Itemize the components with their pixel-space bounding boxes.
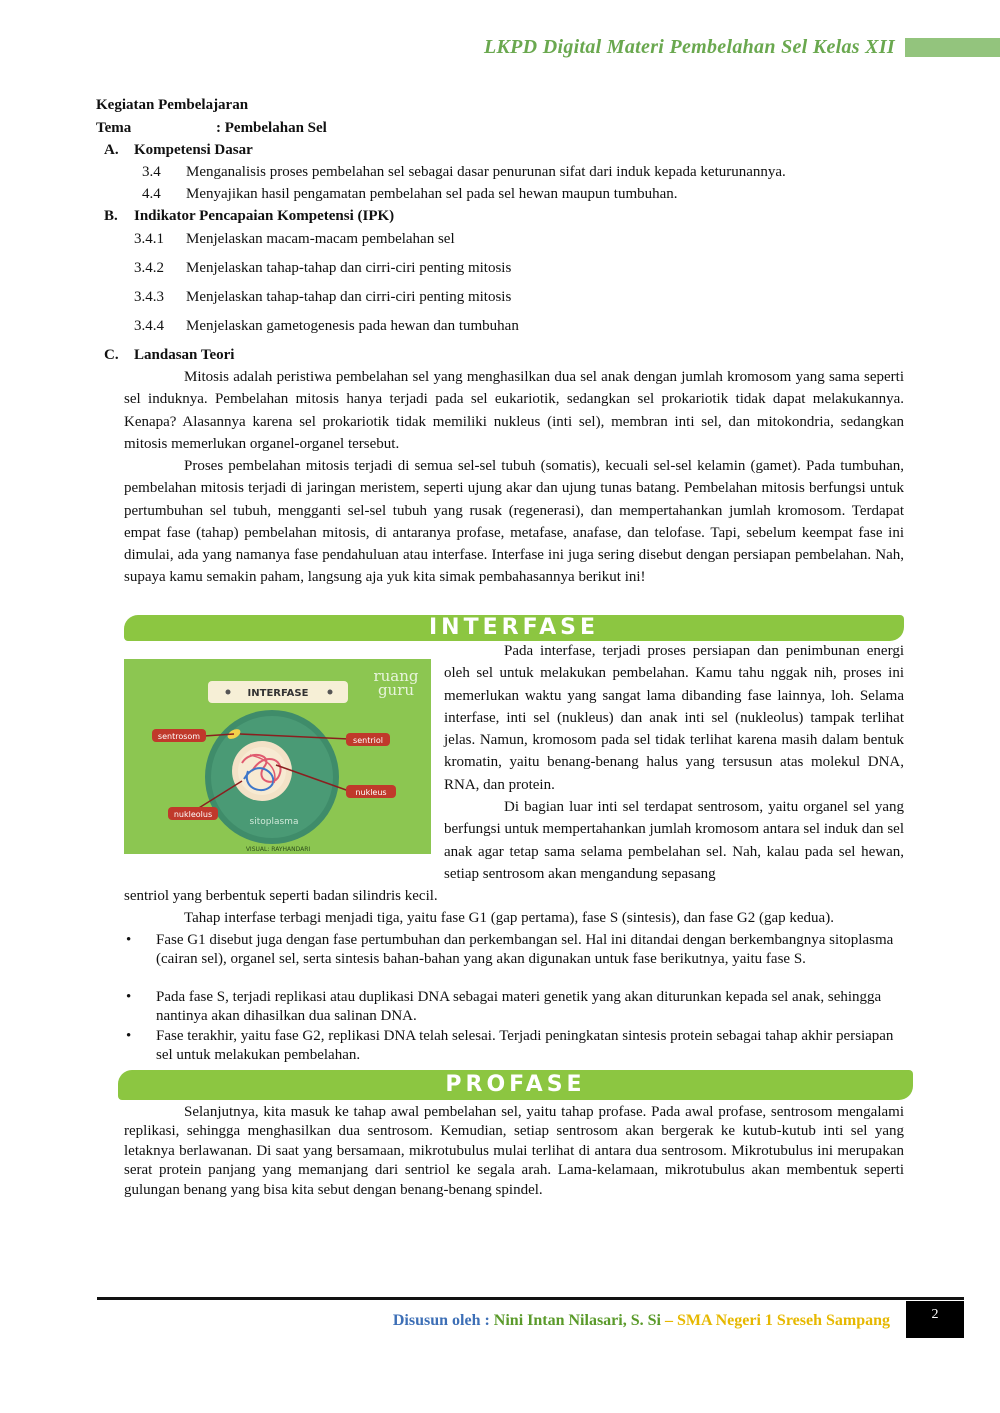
interfase-paragraph-2: Di bagian luar inti sel terdapat sentrosom, yaitu organel sel yang berfungsi untuk mempertahankan jumlah kromosom antara sel induk dan sel anak agar tetap sama selama pembelahan sel. Nah, kalau pada sel hewan, setiap sentrosom akan mengandung sepasang	[444, 799, 904, 882]
interfase-paragraph-3: Tahap interfase terbagi menjadi tiga, yaitu fase G1 (gap pertama), fase S (sintesis), dan fase G2 (gap kedua).	[184, 910, 834, 926]
list-item: • Fase G1 disebut juga dengan fase pertumbuhan dan perkembangan sel. Hal ini ditandai dengan berkembangnya sitoplasma (cairan sel), organel sel, serta sintesis bahan-bahan yang akan digunakan untuk fase berikutnya, yaitu fase S.	[126, 932, 894, 967]
section-a-title: Kompetensi Dasar	[134, 142, 253, 158]
section-a-letter: A.	[104, 142, 119, 158]
footer-separator: –	[664, 1312, 673, 1329]
footer-prefix: Disusun oleh :	[392, 1312, 490, 1329]
footer-credit	[160, 1312, 890, 1330]
ipk-text: Menjelaskan tahap-tahap dan cirri-ciri penting mitosis	[186, 260, 512, 276]
ipk-text: Menjelaskan macam-macam pembelahan sel	[186, 231, 455, 247]
footer-author: Nini Intan Nilasari, S. Si	[493, 1312, 661, 1329]
activity-heading: Kegiatan Pembelajaran	[96, 97, 249, 113]
label-nukleus: nukleus	[355, 788, 387, 797]
interfase-banner: INTERFASE	[124, 615, 904, 641]
section-b-letter: B.	[104, 208, 118, 224]
interfase-cell-illustration	[124, 659, 431, 854]
brand-logo-bottom: guru	[377, 681, 415, 699]
figure-credit: VISUAL: RAYHANDARI	[245, 846, 311, 853]
ipk-number: 3.4.3	[134, 289, 164, 305]
bullet-dot: •	[126, 1028, 132, 1044]
theory-paragraph-1: Mitosis adalah peristiwa pembelahan sel yang menghasilkan dua sel anak dengan jumlah kromosom yang sama seperti sel induknya. Pembelahan mitosis hanya terjadi pada sel eukariotik, sedangkan sel prokariotik tidak dapat melakukannya. Kenapa? Alasannya karena sel prokariotik tidak memiliki nukleus (inti sel), membran inti sel, dan mitokondria, sedangkan mitosis memerlukan organel-organel tersebut.	[124, 369, 904, 452]
figure-title: INTERFASE	[247, 688, 309, 699]
ipk-text: Menjelaskan tahap-tahap dan cirri-ciri penting mitosis	[186, 289, 512, 305]
label-sentriol: sentriol	[353, 736, 383, 745]
theory-paragraph-2: Proses pembelahan mitosis terjadi di semua sel-sel tubuh (somatis), kecuali sel-sel kelamin (gamet). Pada tumbuhan, pembelahan mitosis terjadi di jaringan meristem, seperti ujung akar dan ujung tunas batang. Pembelahan mitosis berfungsi untuk pertumbuhan sel tubuh, mengganti sel-sel tubuh yang rusak (regenerasi), dan mempertahankan jumlah kromosom. Terdapat empat fase (tahap) pembelahan mitosis, di antaranya profase, metafase, anafase, dan telofase. Tapi, sebelum keempat fase ini dimulai, ada yang namanya fase pendahuluan atau interfase. Interfase ini juga sering disebut dengan persiapan pembelahan. Nah, supaya kamu semakin paham, langsung aja yuk kita simak pembahasannya berikut ini!	[124, 458, 904, 586]
section-c-letter: C.	[104, 347, 119, 363]
ipk-number: 3.4.4	[134, 318, 164, 334]
list-item: • Fase terakhir, yaitu fase G2, replikasi DNA telah selesai. Terjadi peningkatan sintesis protein sebagai tahap akhir persiapan sel untuk melakukan pembelahan.	[126, 1028, 894, 1063]
section-c-title: Landasan Teori	[134, 347, 235, 363]
interfase-phase-list	[124, 931, 904, 1066]
tema-label: Tema	[96, 120, 132, 136]
kd-text: Menganalisis proses pembelahan sel sebagai dasar penurunan sifat dari induk kepada keturunannya.	[186, 164, 786, 180]
profase-banner: PROFASE	[118, 1070, 913, 1100]
label-nukleolus: nukleolus	[173, 810, 213, 819]
footer-school: SMA Negeri 1 Sreseh Sampang	[676, 1312, 890, 1329]
interfase-paragraph-1: Pada interfase, terjadi proses persiapan dan penimbunan energi oleh sel untuk melakukan pembelahan. Kamu tahu nggak nih, proses ini memerlukan waktu yang sangat lama dibanding fase lainnya, loh. Selama interfase, inti sel (nukleus) dan anak inti sel (nukleolus) tampak terlihat jelas. Namun, kromosom pada sel tidak terlihat karena masih dalam bentuk kromatin, yaitu benang-benang halus yang tersusun atas molekul DNA, RNA, dan protein.	[444, 643, 904, 793]
ipk-text: Menjelaskan gametogenesis pada hewan dan tumbuhan	[186, 318, 519, 334]
tema-value: : Pembelahan Sel	[216, 120, 327, 136]
profase-paragraph: Selanjutnya, kita masuk ke tahap awal pembelahan sel, yaitu tahap profase. Pada awal profase, sentrosom mengalami replikasi, sehingga menghasilkan dua sentrosom. Kemudian, setiap sentrosom akan bergerak ke kutub-kutub inti sel yang letaknya berlawanan. Di saat yang bersamaan, mikrotubulus mulai terlihat di antara dua sentrosom. Mikrotubulus ini merupakan serat protein panjang yang memanjang dari sentriol ke segala arah. Lama-kelamaan, mikrotubulus akan membentuk seperti gulungan benang yang bisa kita sebut dengan benang-benang spindel.	[124, 1104, 904, 1198]
list-item: • Pada fase S, terjadi replikasi atau duplikasi DNA sebagai materi genetik yang akan diturunkan kepada sel anak, sehingga nantinya akan dihasilkan dua salinan DNA.	[126, 989, 882, 1024]
label-sitoplasma: sitoplasma	[249, 817, 299, 827]
kd-text: Menyajikan hasil pengamatan pembelahan sel pada sel hewan maupun tumbuhan.	[186, 186, 678, 202]
document-header-title: LKPD Digital Materi Pembelahan Sel Kelas XII	[484, 36, 895, 58]
ipk-number: 3.4.1	[134, 231, 164, 247]
bullet-dot: •	[126, 989, 132, 1005]
header-accent-bar	[905, 38, 1000, 57]
section-b-title: Indikator Pencapaian Kompetensi (IPK)	[134, 208, 395, 224]
kd-number: 3.4	[142, 164, 161, 180]
ipk-number: 3.4.2	[134, 260, 164, 276]
bullet-dot: •	[126, 932, 132, 948]
interfase-diagram	[124, 659, 431, 854]
interfase-paragraph-2-end: sentriol yang berbentuk seperti badan silindris kecil.	[124, 888, 438, 904]
footer-divider	[97, 1297, 964, 1300]
page-number: 2	[906, 1301, 964, 1338]
brand-logo-top: ruang	[373, 667, 419, 685]
kd-number: 4.4	[142, 186, 161, 202]
label-sentrosom: sentrosom	[157, 732, 201, 741]
